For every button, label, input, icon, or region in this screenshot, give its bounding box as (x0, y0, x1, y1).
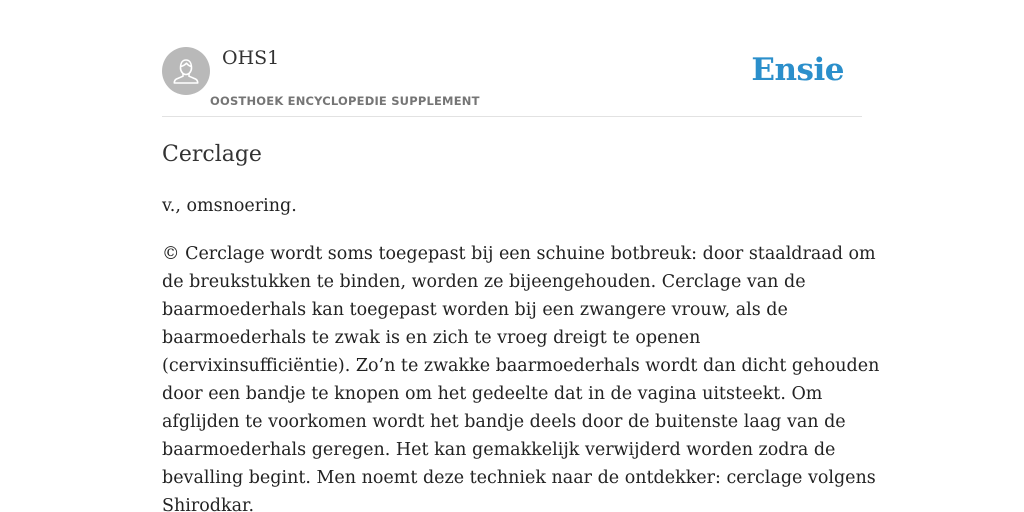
body-line: Shirodkar. (162, 496, 255, 512)
article-subtitle: v., omsnoering. (162, 196, 297, 216)
user-outline-icon (162, 47, 210, 95)
body-line: bevalling begint. Men noemt deze techniek naar de ontdekker: cerclage volgens (162, 468, 876, 488)
avatar[interactable] (162, 47, 210, 95)
article-body (162, 240, 880, 512)
body-line: de breukstukken te binden, worden ze bijeengehouden. Cerclage van de (162, 272, 806, 292)
body-line: door een bandje te knopen om het gedeelte dat in de vagina uitsteekt. Om (162, 384, 823, 404)
body-line: baarmoederhals te zwak is en zich te vroeg dreigt te openen (162, 328, 701, 348)
body-line: © Cerclage wordt soms toegepast bij een schuine botbreuk: door staaldraad om (162, 244, 876, 264)
body-line: baarmoederhals geregen. Het kan gemakkelijk verwijderd worden zodra de (162, 440, 836, 460)
source-name[interactable]: OOSTHOEK ENCYCLOPEDIE SUPPLEMENT (210, 94, 480, 108)
source-code[interactable]: OHS1 (222, 47, 280, 69)
header (162, 0, 862, 117)
brand-logo[interactable]: Ensie (751, 52, 844, 88)
body-line: baarmoederhals kan toegepast worden bij een zwangere vrouw, als de (162, 300, 788, 320)
body-line: (cervixinsufficiëntie). Zo’n te zwakke baarmoederhals wordt dan dicht gehouden (162, 356, 880, 376)
article-title: Cerclage (162, 142, 262, 167)
body-line: afglijden te voorkomen wordt het bandje deels door de buitenste laag van de (162, 412, 846, 432)
